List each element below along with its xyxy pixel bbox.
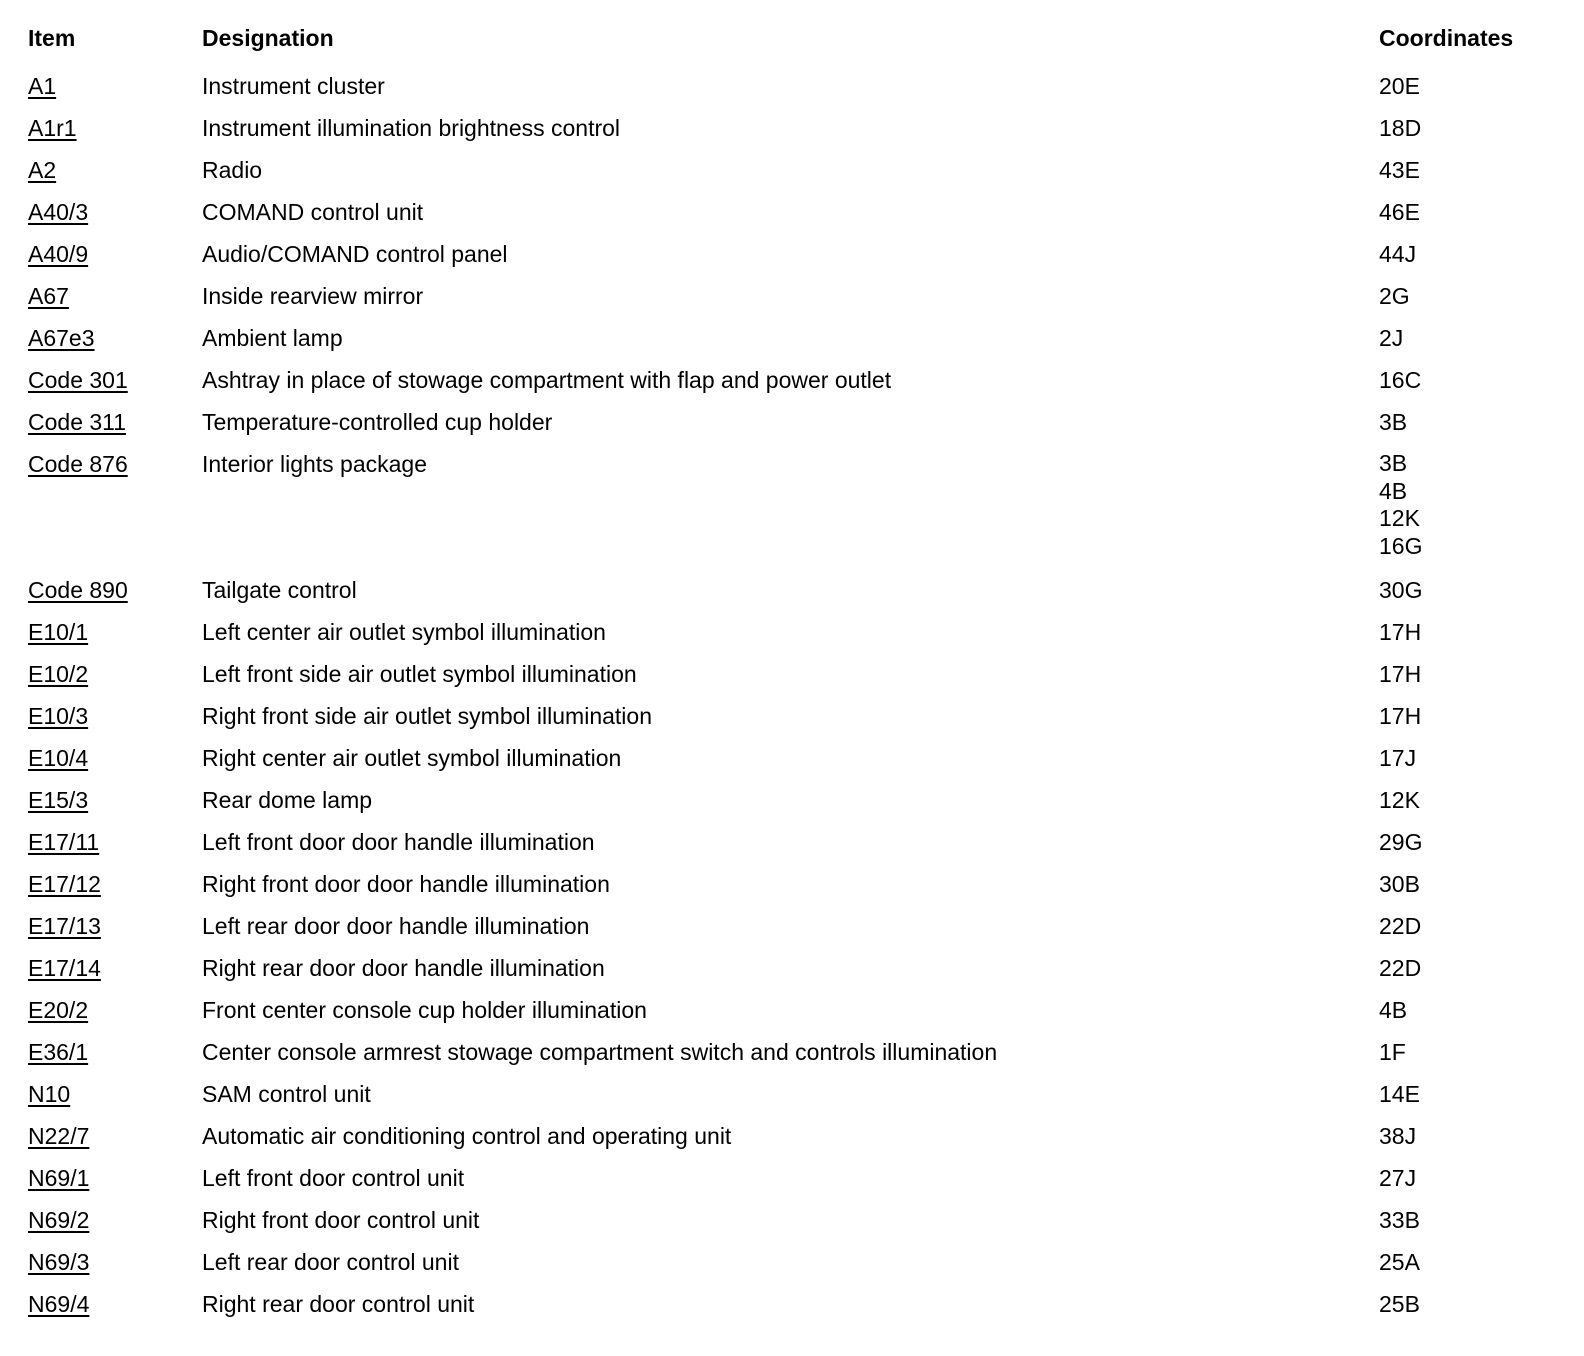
item-link[interactable]: E10/1: [28, 619, 89, 645]
designation-text: Instrument illumination brightness control: [202, 115, 621, 141]
designation-text: Audio/COMAND control panel: [202, 241, 508, 267]
coordinates-cell: [1379, 660, 1421, 688]
coordinates-cell: [1379, 1038, 1406, 1066]
coordinate-value: 30B: [1379, 871, 1420, 897]
coordinate-value: 4B: [1379, 997, 1408, 1023]
table-row: [0, 1107, 1584, 1149]
table-row: [0, 99, 1584, 141]
table-row: [0, 939, 1584, 981]
coordinate-value: 14E: [1379, 1081, 1420, 1107]
coordinate-value: 12K: [1379, 787, 1420, 813]
coordinate-value: 33B: [1379, 1207, 1420, 1233]
item-link[interactable]: A67: [28, 283, 69, 309]
item-link[interactable]: N69/1: [28, 1165, 90, 1191]
coordinates-cell: [1379, 450, 1422, 560]
table-row: [0, 267, 1584, 309]
coordinates-cell: [1379, 408, 1407, 436]
coordinate-value: 2G: [1379, 283, 1410, 309]
coordinates-cell: [1379, 1164, 1416, 1192]
item-link[interactable]: E17/11: [28, 829, 100, 855]
coordinates-cell: [1379, 324, 1403, 352]
table-row: [0, 1149, 1584, 1191]
table-row: [0, 897, 1584, 939]
item-link[interactable]: A67e3: [28, 325, 95, 351]
item-link[interactable]: Code 301: [28, 367, 128, 393]
coordinate-value: 20E: [1379, 73, 1420, 99]
item-link[interactable]: E10/2: [28, 661, 89, 687]
table-row: [0, 393, 1584, 435]
table-body: [0, 57, 1584, 1317]
table-row: [0, 435, 1584, 561]
item-link[interactable]: E10/4: [28, 745, 89, 771]
table-row: [0, 771, 1584, 813]
item-link[interactable]: Code 876: [28, 451, 128, 477]
coordinate-value: 29G: [1379, 829, 1423, 855]
item-link[interactable]: A40/9: [28, 241, 89, 267]
designation-text: Right front side air outlet symbol illumination: [202, 703, 652, 729]
table-header: [0, 0, 1584, 57]
designation-text: Left rear door door handle illumination: [202, 913, 590, 939]
table-row: [0, 1023, 1584, 1065]
table-row: [0, 1065, 1584, 1107]
table-row: [0, 855, 1584, 897]
coordinates-cell: [1379, 198, 1420, 226]
coordinate-value: 4B: [1379, 477, 1408, 504]
designation-text: Ashtray in place of stowage compartment with flap and power outlet: [202, 367, 892, 393]
coordinates-cell: [1379, 744, 1416, 772]
designation-text: Radio: [202, 157, 263, 183]
coordinates-cell: [1379, 1248, 1420, 1276]
designation-text: Right rear door control unit: [202, 1291, 475, 1317]
designation-text: Tailgate control: [202, 577, 357, 603]
coordinates-cell: [1379, 1290, 1420, 1318]
coordinate-value: 25B: [1379, 1291, 1420, 1317]
coordinates-cell: [1379, 786, 1420, 814]
designation-text: Left front side air outlet symbol illumination: [202, 661, 637, 687]
coordinates-cell: [1379, 1080, 1420, 1108]
coordinates-cell: [1379, 618, 1421, 646]
coordinate-value: 46E: [1379, 199, 1420, 225]
table-row: [0, 141, 1584, 183]
coordinates-cell: [1379, 282, 1410, 310]
table-row: [0, 687, 1584, 729]
item-link[interactable]: E17/13: [28, 913, 101, 939]
coordinate-value: 22D: [1379, 913, 1422, 939]
designation-text: Left rear door control unit: [202, 1249, 459, 1275]
column-header-designation: Designation: [202, 25, 334, 51]
coordinates-cell: [1379, 72, 1420, 100]
item-link[interactable]: E15/3: [28, 787, 89, 813]
table-row: [0, 813, 1584, 855]
coordinates-cell: [1379, 996, 1407, 1024]
coordinate-value: 30G: [1379, 577, 1423, 603]
item-link[interactable]: E10/3: [28, 703, 89, 729]
designation-text: Ambient lamp: [202, 325, 343, 351]
item-link[interactable]: N69/3: [28, 1249, 90, 1275]
coordinate-value: 1F: [1379, 1039, 1406, 1065]
item-link[interactable]: Code 311: [28, 409, 127, 435]
table-row: [0, 603, 1584, 645]
coordinates-cell: [1379, 828, 1422, 856]
coordinate-value: 38J: [1379, 1123, 1417, 1149]
item-link[interactable]: E17/12: [28, 871, 101, 897]
coordinates-cell: [1379, 576, 1422, 604]
coordinates-cell: [1379, 912, 1421, 940]
designation-text: SAM control unit: [202, 1081, 371, 1107]
coordinates-cell: [1379, 1206, 1420, 1234]
table-row: [0, 561, 1584, 603]
coordinates-cell: [1379, 366, 1421, 394]
designation-text: Interior lights package: [202, 451, 428, 477]
table-row: [0, 729, 1584, 771]
coordinate-value: 17H: [1379, 703, 1422, 729]
designation-text: Right rear door door handle illumination: [202, 955, 605, 981]
item-link[interactable]: E36/1: [28, 1039, 89, 1065]
table-row: [0, 225, 1584, 267]
designation-text: Automatic air conditioning control and operating unit: [202, 1123, 732, 1149]
table-row: [0, 1191, 1584, 1233]
designation-text: Rear dome lamp: [202, 787, 373, 813]
coordinates-cell: [1379, 1122, 1416, 1150]
coordinate-value: 22D: [1379, 955, 1422, 981]
coordinate-value: 43E: [1379, 157, 1420, 183]
coordinate-value: 12K: [1379, 505, 1420, 531]
designation-text: Instrument cluster: [202, 73, 385, 99]
designation-text: Left front door control unit: [202, 1165, 465, 1191]
coordinate-value: 44J: [1379, 241, 1417, 267]
designation-text: Inside rearview mirror: [202, 283, 424, 309]
designation-text: Front center console cup holder illumination: [202, 997, 647, 1023]
item-link[interactable]: A40/3: [28, 199, 89, 225]
item-link[interactable]: A1: [28, 73, 57, 99]
coordinate-value: 17H: [1379, 661, 1422, 687]
coordinate-value: 16G: [1379, 532, 1423, 559]
designation-text: Right center air outlet symbol illumination: [202, 745, 622, 771]
table-row: [0, 183, 1584, 225]
coordinates-cell: [1379, 114, 1421, 142]
coordinates-cell: [1379, 156, 1420, 184]
coordinates-cell: [1379, 240, 1416, 268]
item-link[interactable]: E17/14: [28, 955, 101, 981]
table-row: [0, 1275, 1584, 1317]
coordinate-value: 17J: [1379, 745, 1417, 771]
designation-text: Left front door door handle illumination: [202, 829, 595, 855]
coordinates-cell: [1379, 702, 1421, 730]
designation-text: Right front door door handle illumination: [202, 871, 610, 897]
designation-text: Temperature-controlled cup holder: [202, 409, 553, 435]
designation-text: Right front door control unit: [202, 1207, 480, 1233]
table-row: [0, 981, 1584, 1023]
coordinate-value: 27J: [1379, 1165, 1417, 1191]
item-link[interactable]: N69/2: [28, 1207, 90, 1233]
table-row: [0, 351, 1584, 393]
table-row: [0, 309, 1584, 351]
designation-text: COMAND control unit: [202, 199, 424, 225]
coordinate-value: 3B: [1379, 409, 1408, 435]
coordinate-value: 2J: [1379, 325, 1404, 351]
coordinate-value: 17H: [1379, 619, 1422, 645]
item-link[interactable]: A2: [28, 157, 57, 183]
column-header-item: Item: [28, 25, 76, 51]
coordinate-value: 25A: [1379, 1249, 1420, 1275]
coordinate-value: 3B: [1379, 450, 1408, 476]
coordinates-cell: [1379, 954, 1421, 982]
column-header-coordinates: Coordinates: [1379, 25, 1514, 51]
designation-text: Center console armrest stowage compartment switch and controls illumination: [202, 1039, 998, 1065]
item-link[interactable]: E20/2: [28, 997, 89, 1023]
table-row: [0, 1233, 1584, 1275]
coordinate-value: 16C: [1379, 367, 1422, 393]
item-link[interactable]: Code 890: [28, 577, 128, 603]
table-row: [0, 645, 1584, 687]
item-link[interactable]: A1r1: [28, 115, 77, 141]
item-link[interactable]: N22/7: [28, 1123, 90, 1149]
coordinate-value: 18D: [1379, 115, 1422, 141]
designation-text: Left center air outlet symbol illumination: [202, 619, 606, 645]
coordinates-cell: [1379, 870, 1420, 898]
item-link[interactable]: N10: [28, 1081, 71, 1107]
table-row: [0, 57, 1584, 99]
item-link[interactable]: N69/4: [28, 1291, 90, 1317]
